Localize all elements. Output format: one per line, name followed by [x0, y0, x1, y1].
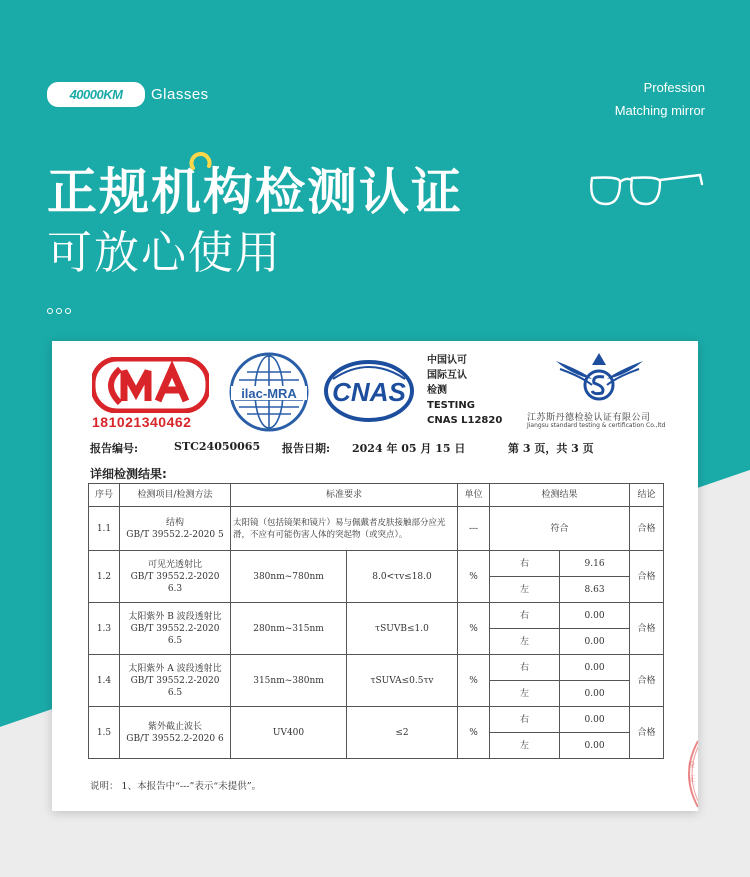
cnas-label: CNAS: [332, 377, 406, 407]
item-method: GB/T 39552.2-2020 6.5: [130, 675, 220, 698]
dot: [56, 308, 62, 314]
report-no: STC24050065: [174, 440, 261, 453]
row-conclusion: 合格: [630, 551, 664, 603]
side-left-value: 0.00: [560, 681, 630, 707]
cnas-text-line: 检测: [427, 385, 447, 396]
row-result: 符合: [490, 507, 630, 551]
svg-text:证: 证: [688, 775, 695, 783]
cnas-text-line: TESTING: [427, 400, 475, 411]
glasses-icon: [588, 166, 706, 208]
side-right-label: 右: [490, 655, 560, 681]
report-note: 说明： 1、本报告中“---”表示“未提供”。: [90, 781, 262, 792]
table-row: [89, 707, 664, 733]
side-right-value: 9.16: [560, 551, 630, 577]
side-left-value: 0.00: [560, 733, 630, 759]
row-unit: %: [458, 655, 490, 707]
institute-name-en: Jiangsu standard testing & certification Co.,ltd: [527, 422, 666, 429]
item-name: 可见光透射比: [147, 559, 202, 570]
row-no: 1.2: [89, 551, 120, 603]
institute-name-cn: 江苏斯丹德检验认证有限公司: [527, 413, 651, 423]
item-name: 太阳紫外 A 波段透射比: [128, 663, 222, 674]
row-range: 315nm~380nm: [231, 655, 347, 707]
row-limit: ≤2: [347, 707, 458, 759]
side-right-label: 右: [490, 707, 560, 733]
row-unit: %: [458, 551, 490, 603]
headline-sub: 可放心使用: [47, 226, 283, 279]
row-item: [120, 603, 231, 655]
item-name: 结构: [165, 517, 184, 528]
dot: [47, 308, 53, 314]
tagline: [615, 76, 705, 122]
row-unit: %: [458, 603, 490, 655]
cnas-text-line: 中国认可: [427, 355, 467, 366]
item-method: GB/T 39552.2-2020 6: [126, 733, 224, 744]
col-header: 标准要求: [231, 484, 458, 507]
certification-logos: [52, 341, 698, 441]
svg-text:检: 检: [688, 761, 695, 769]
pagination-dots: [47, 308, 71, 314]
item-method: GB/T 39552.2-2020 5: [126, 529, 224, 540]
side-right-value: 0.00: [560, 707, 630, 733]
row-item: [120, 507, 231, 551]
row-requirement: 太阳镜（包括镜架和镜片）易与佩戴者皮肤接触部分应光滑，不应有可能伤害人体的突起物（或突点）。: [231, 507, 458, 551]
row-range: 280nm~315nm: [231, 603, 347, 655]
report-date-label: 报告日期:: [282, 442, 331, 455]
side-left-label: 左: [490, 629, 560, 655]
brand-logo: 40000KM: [47, 82, 145, 107]
table-header: [89, 484, 664, 507]
table-row: [89, 655, 664, 681]
row-item: [120, 655, 231, 707]
row-no: 1.1: [89, 507, 120, 551]
report-no-label: 报告编号:: [90, 442, 139, 455]
cnas-text-line: CNAS L12820: [427, 415, 503, 426]
row-no: 1.4: [89, 655, 120, 707]
side-right-label: 右: [490, 603, 560, 629]
col-header: 结论: [630, 484, 664, 507]
row-range: UV400: [231, 707, 347, 759]
table-row: [89, 603, 664, 629]
results-table: [88, 483, 664, 759]
side-left-label: 左: [490, 681, 560, 707]
row-conclusion: 合格: [630, 655, 664, 707]
row-unit: ---: [458, 507, 490, 551]
side-left-label: 左: [490, 577, 560, 603]
row-item: [120, 707, 231, 759]
row-conclusion: 合格: [630, 507, 664, 551]
item-method: GB/T 39552.2-2020 6.5: [130, 623, 220, 646]
cma-logo: [92, 357, 209, 413]
side-left-value: 8.63: [560, 577, 630, 603]
cma-number: 181021340462: [92, 414, 192, 430]
brand-name: Glasses: [151, 86, 209, 103]
row-conclusion: 合格: [630, 707, 664, 759]
col-header: 序号: [89, 484, 120, 507]
side-right-label: 右: [490, 551, 560, 577]
col-header: 单位: [458, 484, 490, 507]
tagline-line1: Profession: [643, 80, 705, 95]
test-report-document: [52, 341, 698, 811]
row-limit: 8.0<τv≤18.0: [347, 551, 458, 603]
row-no: 1.5: [89, 707, 120, 759]
cnas-logo: [323, 359, 415, 423]
col-header: 检测项目/检测方法: [120, 484, 231, 507]
side-left-label: 左: [490, 733, 560, 759]
row-range: 380nm~780nm: [231, 551, 347, 603]
headline-main: 正规机构检测认证: [47, 163, 463, 221]
row-limit: τSUVB≤1.0: [347, 603, 458, 655]
side-right-value: 0.00: [560, 603, 630, 629]
cnas-text-line: 国际互认: [427, 370, 467, 381]
table-row: [89, 507, 664, 551]
item-name: 太阳紫外 B 波段透射比: [128, 611, 222, 622]
section-title: 详细检测结果:: [90, 467, 167, 481]
ilac-mra-logo: [227, 350, 311, 434]
yellow-arc-decoration: [187, 150, 215, 178]
report-date: 2024 年 05 月 15 日: [352, 442, 466, 455]
row-unit: %: [458, 707, 490, 759]
brand: [47, 82, 209, 107]
row-no: 1.3: [89, 603, 120, 655]
row-item: [120, 551, 231, 603]
table-row: [89, 551, 664, 577]
row-conclusion: 合格: [630, 603, 664, 655]
ilac-label: ilac-MRA: [241, 386, 297, 401]
item-method: GB/T 39552.2-2020 6.3: [130, 571, 220, 594]
dot: [65, 308, 71, 314]
jiangsu-emblem: [552, 351, 647, 409]
col-header: 检测结果: [490, 484, 630, 507]
row-limit: τSUVA≤0.5τv: [347, 655, 458, 707]
cnas-accreditation-text: [427, 353, 502, 428]
item-name: 紫外截止波长: [147, 721, 202, 732]
red-stamp: [678, 739, 698, 809]
side-left-value: 0.00: [560, 629, 630, 655]
page-indicator: 第 3 页，共 3 页: [508, 442, 594, 455]
tagline-line2: Matching mirror: [614, 103, 705, 118]
side-right-value: 0.00: [560, 655, 630, 681]
